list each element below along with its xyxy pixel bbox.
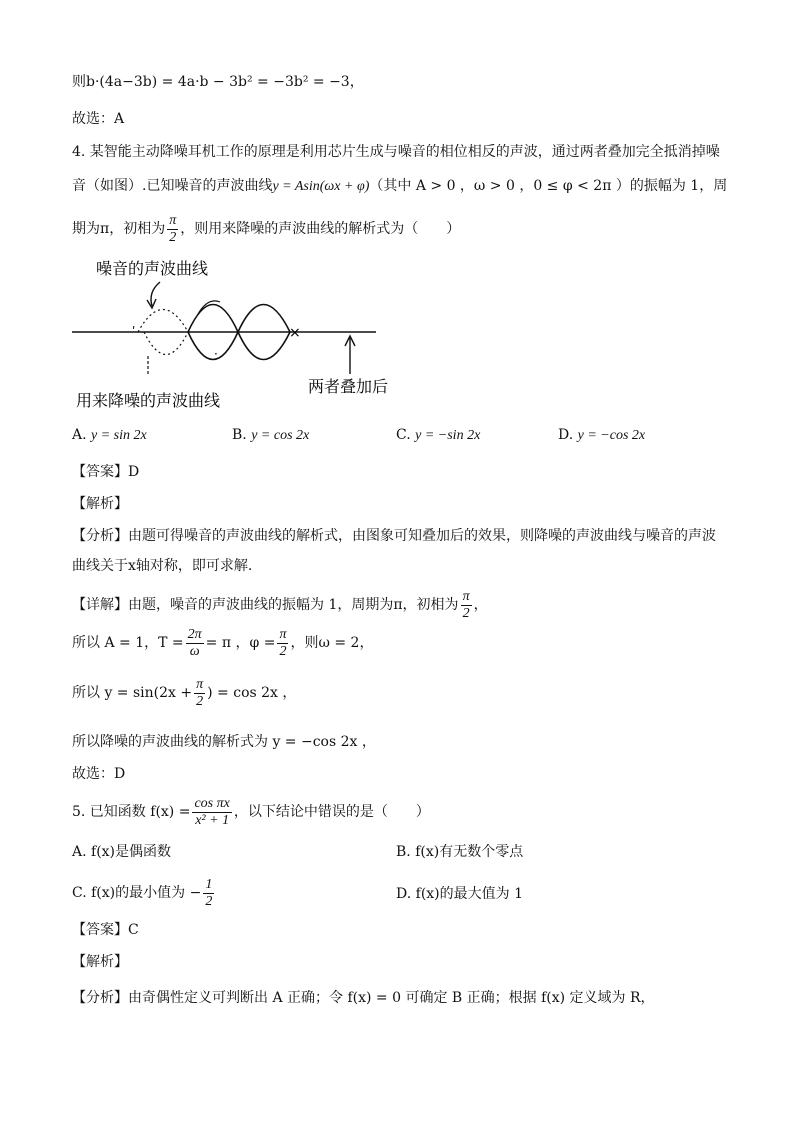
q4-fenxi-line2: 曲线关于x轴对称，即可求解. <box>72 558 253 574</box>
q4-stem-line2-a: 音（如图）.已知噪音的声波曲线 <box>72 178 273 194</box>
fraction-pi-over-2: $\frac{\pi}{2}$ <box>279 626 287 659</box>
q4-xiangjie-line2: 所以 A = 1，T = $\frac{2\pi}{\omega}$ = π ，φ = $\frac{\pi}{2}$ ，则ω = 2， <box>72 626 374 659</box>
q4-xiangjie-line3: 所以 y = sin(2x + $\frac{\pi}{2}$ ) = cos 2x ， <box>72 676 297 709</box>
fraction-1-over-2: $\frac{1}{2}$ <box>205 876 213 909</box>
figure-label-cancel: 用来降噪的声波曲线 <box>76 391 221 410</box>
q4-stem-line2-b: （其中 A > 0 ，ω > 0 ，0 ≤ φ < 2π ）的振幅为 1，周 <box>369 178 728 194</box>
q5-option-d[interactable]: D. f(x)的最大值为 1 <box>396 886 523 902</box>
q4-analysis-tag: 【解析】 <box>72 496 128 512</box>
q5-stem: 5. 已知函数 f(x) = $\frac{\text{cos πx}}{\text{x² + 1}}$ ，以下结论中错误的是（ ） <box>72 795 430 828</box>
svg-text:×: × <box>289 325 301 341</box>
q5-analysis-tag: 【解析】 <box>72 954 128 970</box>
q5-option-c[interactable]: C. f(x)的最小值为 − $\frac{1}{2}$ <box>72 876 213 909</box>
q4-option-c[interactable]: C. y = −sin 2x <box>396 427 481 443</box>
fraction-pi-over-2: $\frac{\pi}{2}$ <box>196 676 204 709</box>
q4-xiangjie-line4: 所以降噪的声波曲线的解析式为 y = −cos 2x ， <box>72 734 376 750</box>
q4-stem-line1: 4. 某智能主动降噪耳机工作的原理是利用芯片生成与噪音的相位相反的声波，通过两者叠加完全抵消掉噪 <box>72 144 720 160</box>
sound-wave-figure <box>68 252 388 414</box>
svg-text:·: · <box>214 347 218 361</box>
text-choose-a: 故选：A <box>72 111 125 127</box>
q5-fenxi: 【分析】由奇偶性定义可判断出 A 正确；令 f(x) = 0 可确定 B 正确；根据 f(x) 定义域为 R， <box>72 990 655 1006</box>
fraction-cospix-over-x2plus1: $\frac{\text{cos πx}}{\text{x² + 1}}$ <box>194 795 230 828</box>
fraction-2pi-over-omega: $\frac{2\pi}{\omega}$ <box>187 626 202 659</box>
q4-choose-d: 故选：D <box>72 766 126 782</box>
text-line-1: 则b·(4a−3b) = 4a·b − 3b² = −3b² = −3， <box>72 74 364 90</box>
fraction-pi-over-2: $\frac{\pi}{2}$ <box>462 588 470 621</box>
q5-answer: 【答案】C <box>72 922 139 938</box>
figure-label-sum: 两者叠加后 <box>308 377 388 396</box>
fraction-pi-over-2: $\frac{\pi}{2}$ <box>169 212 177 245</box>
q4-stem-line2 <box>72 176 727 197</box>
q4-xiangjie-line1: 【详解】由题，噪音的声波曲线的振幅为 1，周期为π，初相为 $\frac{\pi}{2}$ ， <box>72 588 488 621</box>
svg-text:ʹ: ʹ <box>132 325 136 339</box>
q5-option-b[interactable]: B. f(x)有无数个零点 <box>396 844 524 860</box>
q4-option-a[interactable]: A. y = sin 2x <box>72 427 147 443</box>
q4-formula: y = Asin(ωx + φ) <box>272 179 370 194</box>
q4-answer: 【答案】D <box>72 464 140 480</box>
q4-option-b[interactable]: B. y = cos 2x <box>232 427 310 443</box>
q4-stem-line3-a: 期为π，初相为 <box>72 221 166 237</box>
q4-stem-line3 <box>72 212 460 246</box>
q5-option-a[interactable]: A. f(x)是偶函数 <box>72 844 172 860</box>
q4-stem-line3-b: ，则用来降噪的声波曲线的解析式为（ ） <box>180 221 461 237</box>
q4-fenxi-line1: 【分析】由题可得噪音的声波曲线的解析式，由图象可知叠加后的效果，则降噪的声波曲线与噪音的声波 <box>72 528 716 544</box>
q4-option-d[interactable]: D. y = −cos 2x <box>558 427 646 443</box>
figure-label-noise: 噪音的声波曲线 <box>96 259 209 278</box>
